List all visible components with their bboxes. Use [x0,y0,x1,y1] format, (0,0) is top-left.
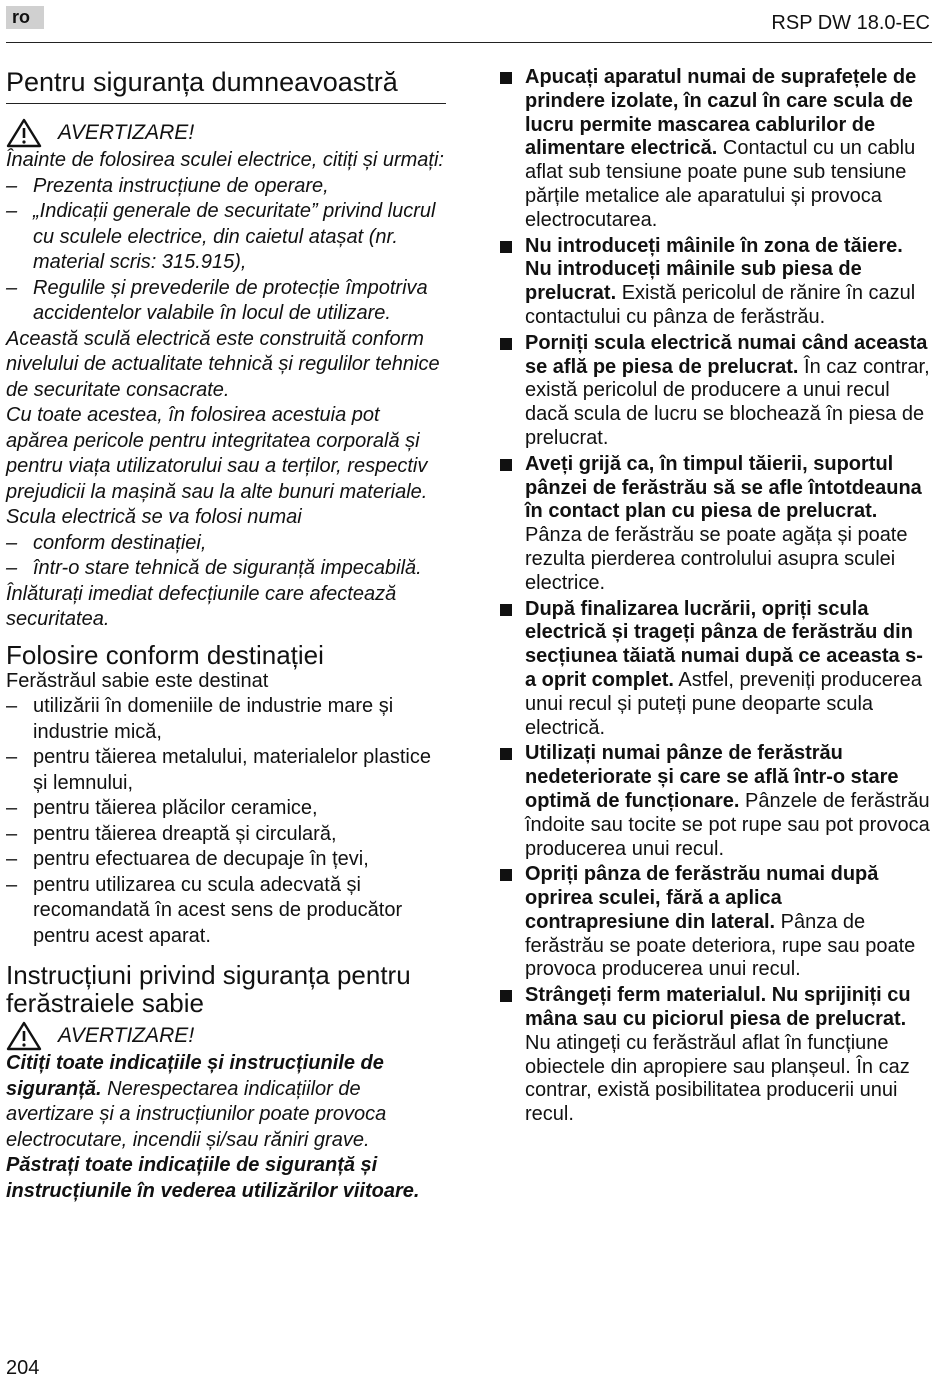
warning-triangle-icon [6,1021,42,1051]
section-title-intended-use: Folosire conform destinației [6,639,324,670]
warning-label: AVERTIZARE! [58,121,195,144]
square-bullet-icon [500,990,512,1002]
section-title-safety: Pentru siguranța dumneavoastră [6,60,446,104]
left-column [6,60,446,1204]
list-item: – pentru efectuarea de decupaje în țevi, [6,847,446,873]
intended-use-list [6,694,446,949]
list-item: – pentru tăierea metalului, materialelor plastice și lemnului, [6,745,446,796]
list-item: – pentru utilizarea cu scula adecvată și recomandată în acest sens de producător pentru acest aparat. [6,873,446,950]
safety-instructions-list [498,66,930,1127]
list-item: Aveți grijă ca, în timpul tăierii, suportul pânzei de ferăstrău să se afle întotdeauna în contact plan cu piesa de prelucrat. Pânza de ferăstrău se poate agăța și poate rezulta pierderea controlului asupra sculei electrice. [498,453,930,596]
list-item: Opriți pânza de ferăstrău numai după oprirea sculei, fără a aplica contrapresiune din lateral. Pânza de ferăstrău se poate deteriora, rupe sau poate provoca producerea unui recul. [498,863,930,982]
list-item: Nu introduceți mâinile în zona de tăiere. Nu introduceți mâinile sub piesa de prelucrat. Există pericolul de rănire în cazul contactului cu pânza de ferăstrău. [498,235,930,330]
square-bullet-icon [500,459,512,471]
list-item: – pentru tăierea dreaptă și circulară, [6,822,446,848]
square-bullet-icon [500,338,512,350]
list-item: – „Indicații generale de securitate” privind lucrul cu sculele electrice, din caietul atașat (nr. material scris: 315.915), [6,199,446,276]
list-item: Strângeți ferm materialul. Nu sprijiniți cu mâna sau cu piciorul piesa de prelucrat. Nu atingeți cu ferăstrăul aflat în funcțiune obiectele din apropiere sau planșeul. În caz contrar, există posibilitatea producerii unui recul. [498,984,930,1127]
page-number: 204 [6,1357,40,1379]
read-list [6,174,446,327]
list-item: Apucați aparatul numai de suprafețele de prindere izolate, în cazul în care scula de lucru permite mascarea cablurilor de alimentare electrică. Contactul cu un cablu aflat sub tensiune poate pune sub tensiune părțile metalice ale aparatului și provoca electrocutarea. [498,66,930,233]
header-divider [6,42,932,43]
model-name: RSP DW 18.0-EC [771,12,930,34]
intro-text: Înainte de folosirea sculei electrice, citiți și urmați: [6,149,444,171]
section-title-saw-safety: Instrucțiuni privind siguranța pentru ferăstraiele sabie [6,960,411,1018]
square-bullet-icon [500,604,512,616]
warning-heading [6,118,446,148]
list-item: – Regulile și prevederile de protecție împotriva accidentelor valabile în locul de utilizare. [6,276,446,327]
paragraph: Această sculă electrică este construită conform nivelului de actualitate tehnică și regulilor tehnice de securitate consacrate. [6,327,440,401]
list-item: Porniți scula electrică numai când aceasta se află pe piesa de prelucrat. În caz contrar, există pericolul de producere a unui recul dacă scula de lucru se blochează în piesa de prelucrat. [498,332,930,451]
square-bullet-icon [500,748,512,760]
safety-keep-paragraph: Păstrați toate indicațiile de siguranță și instrucțiunile în vederea utilizărilor viitoare. [6,1154,420,1202]
square-bullet-icon [500,869,512,881]
safety-bold: Citiți toate indicațiile și instrucțiunile de siguranță. [6,1052,384,1100]
square-bullet-icon [500,72,512,84]
list-item: – utilizării în domeniile de industrie mare și industrie mică, [6,694,446,745]
list-item: – într-o stare tehnică de siguranță impecabilă. [6,556,446,582]
warning-triangle-icon [6,118,42,148]
right-column [498,66,930,1129]
paragraph: Scula electrică se va folosi numai [6,506,302,528]
list-item: – conform destinației, [6,531,446,557]
square-bullet-icon [500,241,512,253]
language-badge: ro [6,6,44,29]
paragraph: Cu toate acestea, în folosirea acestuia pot apărea pericole pentru integritatea corporală și pentru viața utilizatorului sau a terților, respectiv prejudicii la mașină sau la alte bunuri materiale. [6,404,428,503]
safety-text: Nerespectarea indicațiilor de avertizare și a instrucțiunilor poate provoca electrocutare, incendii și/sau răniri grave. [6,1077,387,1151]
safety-paragraph [6,1051,446,1153]
warning-label: AVERTIZARE! [58,1024,195,1047]
warning-heading [6,1021,446,1051]
list-item: Utilizați numai pânze de ferăstrău nedeteriorate și care se află într-o stare optimă de funcționare. Pânzele de ferăstrău îndoite sau tocite se pot rupe sau pot provoca producerea unui recul. [498,742,930,861]
use-conditions-list [6,531,446,582]
list-item: – Prezenta instrucțiune de operare, [6,174,446,200]
list-item: – pentru tăierea plăcilor ceramice, [6,796,446,822]
intended-intro: Ferăstrăul sabie este destinat [6,669,269,692]
paragraph: Înlăturați imediat defecțiunile care afectează securitatea. [6,582,397,630]
list-item: După finalizarea lucrării, opriți scula electrică și trageți pânza de ferăstrău din secțiunea tăiată numai după ce aceasta s-a oprit complet. Astfel, preveniți producerea unui recul și puteți pune deoparte scula electrică. [498,598,930,741]
